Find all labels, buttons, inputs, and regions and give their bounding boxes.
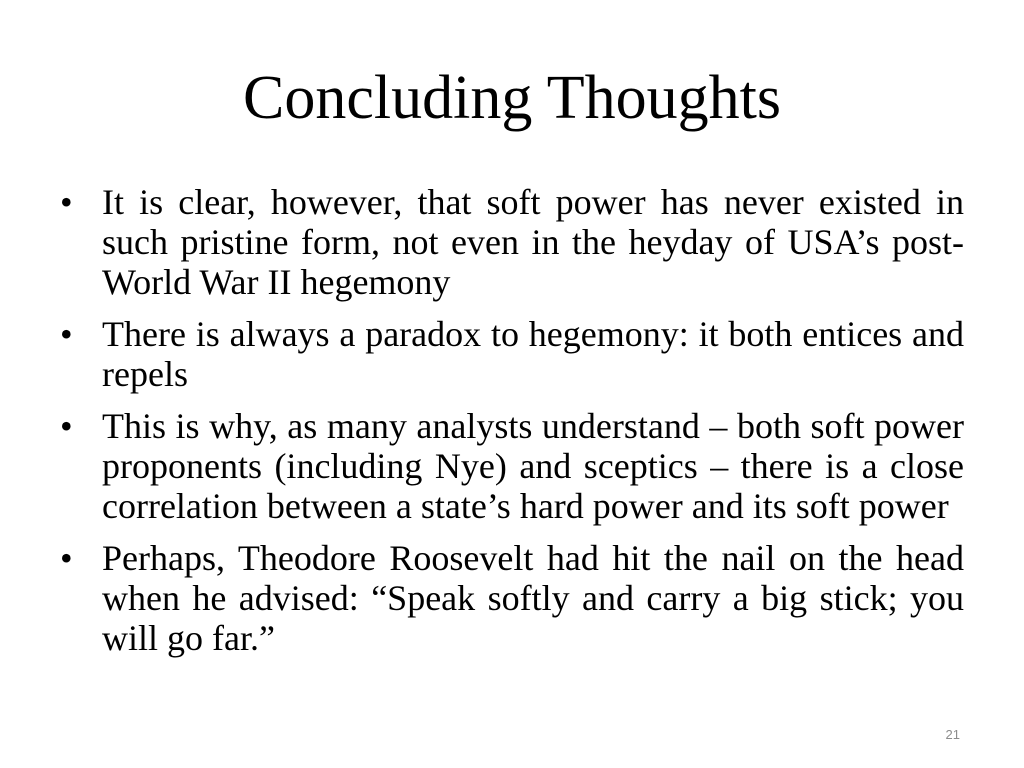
- slide-title: Concluding Thoughts: [243, 64, 781, 132]
- page-number: 21: [945, 727, 960, 742]
- bullet-item: [60, 314, 964, 394]
- bullet-item: [60, 538, 964, 658]
- bullet-text: There is always a paradox to hegemony: it both entices and repels: [102, 314, 964, 394]
- bullet-icon: •: [60, 538, 73, 578]
- bullet-list: [60, 182, 964, 670]
- bullet-item: [60, 182, 964, 302]
- bullet-icon: •: [60, 182, 73, 222]
- bullet-text: This is why, as many analysts understand – both soft power proponents (including Nye) and sceptics – there is a close correlation between a state’s hard power and its soft power: [102, 406, 964, 526]
- bullet-icon: •: [60, 314, 73, 354]
- bullet-icon: •: [60, 406, 73, 446]
- bullet-text: Perhaps, Theodore Roosevelt had hit the nail on the head when he advised: “Speak softly and carry a big stick; you will go far.”: [102, 538, 964, 658]
- bullet-text: It is clear, however, that soft power has never existed in such pristine form, not even in the heyday of USA’s post-World War II hegemony: [102, 182, 964, 302]
- bullet-item: [60, 406, 964, 526]
